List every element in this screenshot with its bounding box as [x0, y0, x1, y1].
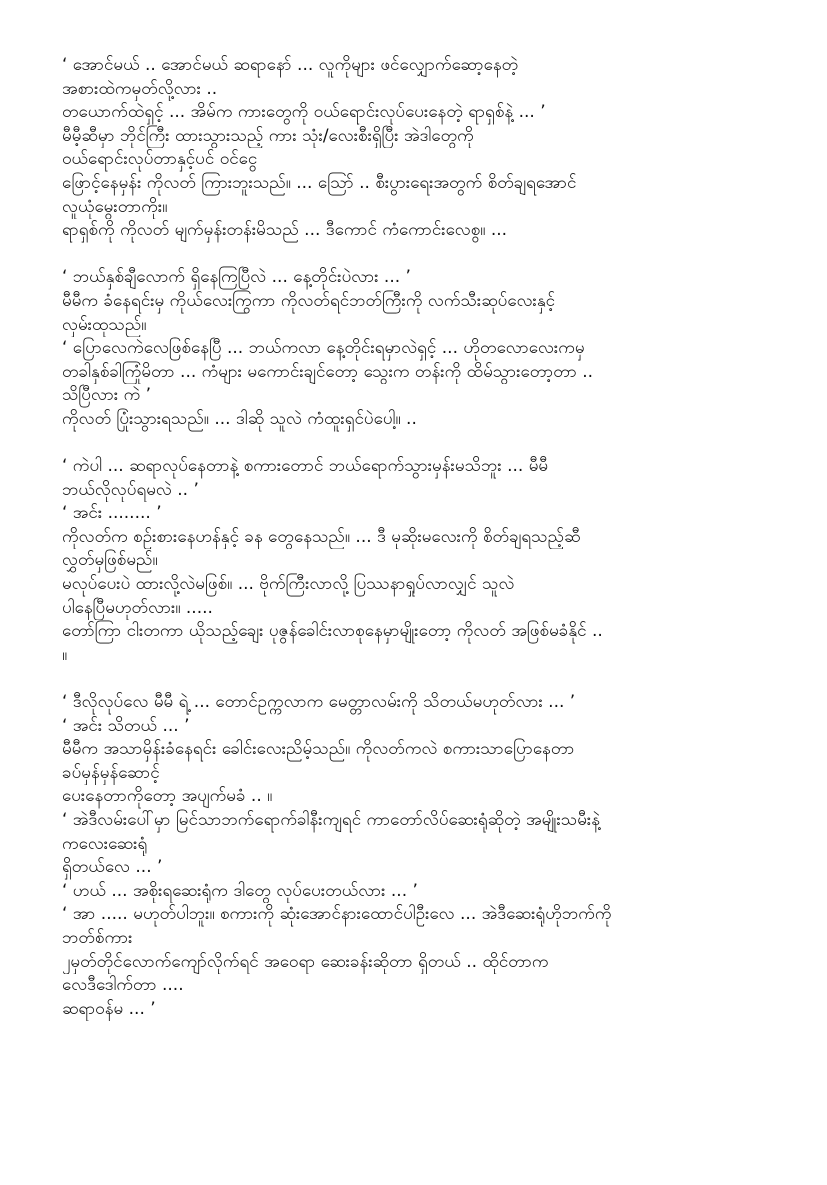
- text-line: ‘ အင်း ........ ’: [62, 503, 162, 524]
- text-line: လူယုံမွေးတာကိုး။: [62, 196, 168, 217]
- text-line: ‘ ဒီလိုလုပ်လေ မီမီ ရဲ့ ... တောင်ဥက္ကလာက မေတ္တာလမ်းကို သိတယ်မဟုတ်လား ... ’: [62, 692, 576, 713]
- text-line: ရှိတယ်လေ ... ’: [62, 857, 163, 878]
- text-line: တော်ကြာ ငါးတကာ ယိုသည့်ချေး ပုဇွန်ခေါင်းလာစုနေမှာမျိုးတော့ ကိုလတ် အဖြစ်မခံနိုင် ..: [62, 621, 603, 642]
- paragraph-gap: [62, 243, 762, 267]
- text-line: ၂မှတ်တိုင်လောက်ကျော်လိုက်ရင် အဝေရာ ဆေးခန်းဆိုတာ ရှိတယ် .. ထိုင်တာက: [62, 951, 549, 972]
- text-line: ‘ အဲဒီလမ်းပေါ်မှာ မြင်သာဘက်ရောက်ခါနီးကျရင် ကာတော်လိပ်ဆေးရုံဆိုတဲ့ အမျိုးသမီးနဲ့: [62, 810, 601, 830]
- text-line: လွှတ်မှဖြစ်မည်။: [62, 550, 158, 571]
- text-line: ဘတ်စ်ကား: [62, 927, 133, 948]
- text-line: ခပ်မှန်မှန်ဆောင့်: [62, 762, 160, 783]
- text-line: တယောက်ထဲရှင့် ... အိမ်က ကားတွေကို ဝယ်ရောင်းလုပ်ပေးနေတဲ့ ရာရှစ်နဲ့ ... ’: [62, 102, 546, 123]
- text-line: ပါနေပြီမဟုတ်လား။ .....: [62, 597, 213, 618]
- text-line: ‘ အင်း သိတယ် ... ’: [62, 715, 190, 736]
- text-line: အစားထဲကမှတ်လို့လား ..: [62, 78, 218, 99]
- text-line: တခါနှစ်ခါကြုံမိတာ ... ကံများ မကောင်းချင်တော့ သွေးက တန်းကို ထိမ်သွားတော့တာ ..: [62, 361, 594, 382]
- text-line: သိပြီလား ကဲ ’: [62, 385, 152, 406]
- text-line: ‘ အာ ..... မဟုတ်ပါဘူး။ စကားကို ဆုံးအောင်နားထောင်ပါဦးလေ ... အဲဒီဆေးရုံဟိုဘက်ကို: [62, 904, 612, 925]
- text-line: မီမီက အသာမှိန်းခံနေရင်း ခေါင်းလေးညိမ့်သည်။ ကိုလတ်ကလဲ စကားသာပြောနေတာ: [62, 739, 575, 760]
- text-line: လေဒီဒေါက်တာ ....: [62, 975, 184, 996]
- text-line: ရာရှစ်ကို ကိုလတ် မျက်မှန်းတန်းမိသည် ... ဒီကောင် ကံကောင်းလေစွ။ ...: [62, 220, 508, 241]
- text-line: ‘ ကဲပါ ... ဆရာလုပ်နေတာနဲ့ စကားတောင် ဘယ်ရောက်သွားမှန်းမသိဘူး ... မီမီ: [62, 456, 549, 477]
- text-line: ‘ ဘယ်နှစ်ချီလောက် ရှိနေကြပြီလဲ ... နေ့တိုင်းပဲလား ... ’: [62, 267, 411, 288]
- text-line: ဆရာဝန်မ ... ’: [62, 998, 156, 1019]
- text-line: ကလေးဆေးရုံ: [62, 833, 148, 854]
- text-line: ဝယ်ရောင်းလုပ်တာနှင့်ပင် ဝင်ငွေ: [62, 149, 258, 170]
- text-line: ပေးနေတာကိုတော့ အပျက်မခံ .. ။: [62, 786, 273, 807]
- text-line: မီမီက ခံနေရင်းမှ ကိုယ်လေးကြွကာ ကိုလတ်ရင်ဘတ်ကြီးကို လက်သီးဆုပ်လေးနှင့်: [62, 290, 556, 311]
- text-line: ‘ ပြောလေကဲလေဖြစ်နေပြီ ... ဘယ်ကလာ နေ့တိုင်းရမှာလဲရှင့် ... ဟိုတလောလေးကမှ: [62, 338, 585, 359]
- text-line: ဖြောင့်နေမှန်း ကိုလတ် ကြားဘူးသည်။ ... သြော် .. စီးပွားရေးအတွက် စိတ်ချရအောင်: [62, 172, 577, 193]
- story-text: [62, 54, 762, 1021]
- text-line: ။: [62, 644, 68, 665]
- text-line: ကိုလတ် ပြုံးသွားရသည်။ ... ဒါဆို သူလဲ ကံထူးရှင်ပဲပေါ့။ ..: [62, 408, 417, 429]
- text-line: ‘ အောင်မယ် .. အောင်မယ် ဆရာနော် ... လူကိုများ ဖင်လျှောက်ဆော့နေတဲ့: [62, 55, 519, 75]
- text-line: ‘ ဟယ် ... အစိုးရဆေးရုံက ဒါတွေ လုပ်ပေးတယ်လား ... ’: [62, 880, 418, 901]
- paragraph-gap: [62, 667, 762, 691]
- paragraph-gap: [62, 432, 762, 456]
- text-line: မလုပ်ပေးပဲ ထားလို့လဲမဖြစ်။ ... ဗိုက်ကြီးလာလို့ ပြဿနာရှုပ်လာလျှင် သူလဲ: [62, 574, 515, 595]
- text-line: ဘယ်လိုလုပ်ရမလဲ .. ’: [62, 479, 199, 500]
- text-line: ကိုလတ်က စဉ်းစားနေဟန်နှင့် ခန တွေနေသည်။ ... ဒီ မုဆိုးမလေးကို စိတ်ချရသည့်ဆီ: [62, 526, 581, 547]
- text-line: မီမီ့ဆီမှာ ဘိုင်ကြီး ထားသွားသည့် ကား သုံး/လေးစီးရှိပြီး အဲဒါတွေကို: [62, 125, 474, 146]
- text-line: လှမ်းထုသည်။: [62, 314, 147, 335]
